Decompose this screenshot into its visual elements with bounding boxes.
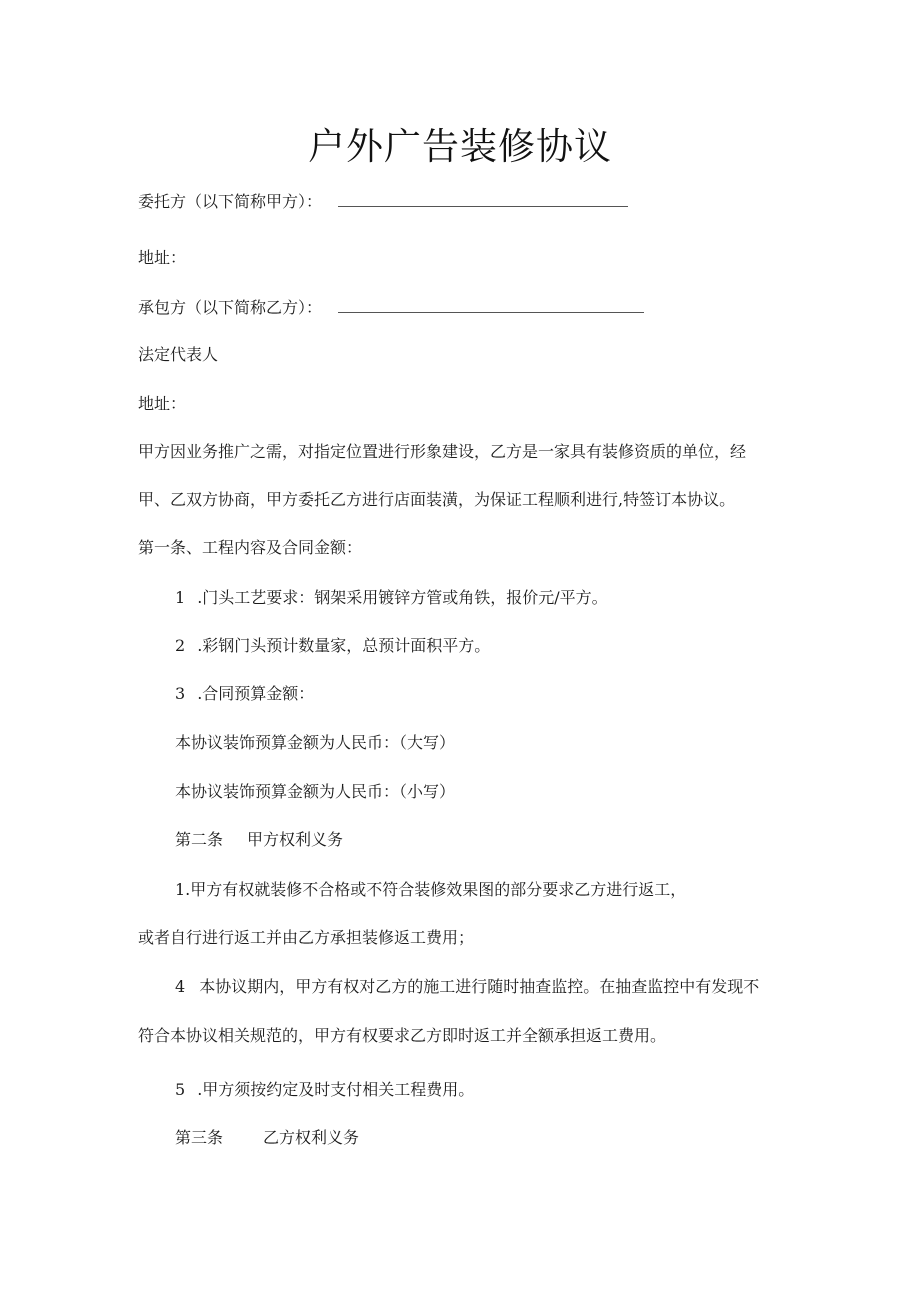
party-a-blank: [338, 192, 628, 207]
intro-paragraph-line1: 甲方因业务推广之需，对指定位置进行形象建设，乙方是一家具有装修资质的单位，经: [138, 442, 747, 461]
item-text: 本协议期内，甲方有权对乙方的施工进行随时抽查监控。在抽查监控中有发现不: [199, 977, 760, 996]
legal-representative: 法定代表人: [138, 345, 219, 364]
article3-number: 第三条: [175, 1128, 224, 1147]
party-a-label: 委托方（以下简称甲方）：: [138, 192, 323, 211]
party-a-line: [138, 192, 628, 212]
document-title: 户外广告装修协议: [308, 125, 612, 168]
item-text: .门头工艺要求：钢架采用镀锌方管或角铁，报价元/平方。: [197, 588, 608, 607]
item-number: 4: [175, 977, 186, 996]
party-b-address: 地址：: [138, 394, 187, 413]
item-text: .彩钢门头预计数量家，总预计面积平方。: [197, 636, 491, 655]
party-a-address: 地址：: [138, 248, 187, 267]
party-b-line: [138, 298, 644, 318]
intro-paragraph-line2: 甲、乙双方协商，甲方委托乙方进行店面装潢，为保证工程顺利进行,特签订本协议。: [138, 490, 736, 509]
item-number: 1: [175, 588, 186, 607]
article1-item1: [175, 588, 608, 608]
article2-item4-line2: 符合本协议相关规范的，甲方有权要求乙方即时返工并全额承担返工费用。: [138, 1026, 667, 1045]
budget-amount-lowercase: 本协议装饰预算金额为人民币：（小写）: [175, 782, 456, 801]
article2-item1-line1: 1.甲方有权就装修不合格或不符合装修效果图的部分要求乙方进行返工，: [175, 880, 687, 899]
article2-item5: [175, 1080, 474, 1100]
item-number: 2: [175, 636, 186, 655]
item-number: 3: [175, 684, 186, 703]
item-text: .合同预算金额：: [197, 684, 315, 703]
item-text: .甲方须按约定及时支付相关工程费用。: [197, 1080, 475, 1099]
budget-amount-uppercase: 本协议装饰预算金额为人民币：（大写）: [175, 733, 456, 752]
article3-heading: [175, 1128, 359, 1148]
party-b-label: 承包方（以下简称乙方）：: [138, 298, 323, 317]
article3-title: 乙方权利义务: [263, 1128, 360, 1147]
article1-item3: [175, 684, 314, 704]
article1-item2: [175, 636, 490, 656]
article2-item1-line2: 或者自行进行返工并由乙方承担装修返工费用；: [138, 928, 475, 947]
article2-heading: [175, 830, 343, 850]
party-b-blank: [338, 298, 644, 313]
article2-title: 甲方权利义务: [247, 830, 344, 849]
article2-number: 第二条: [175, 830, 224, 849]
item-number: 5: [175, 1080, 186, 1099]
article1-heading: 第一条、工程内容及合同金额：: [138, 538, 363, 557]
article2-item4-line1: [175, 977, 759, 997]
